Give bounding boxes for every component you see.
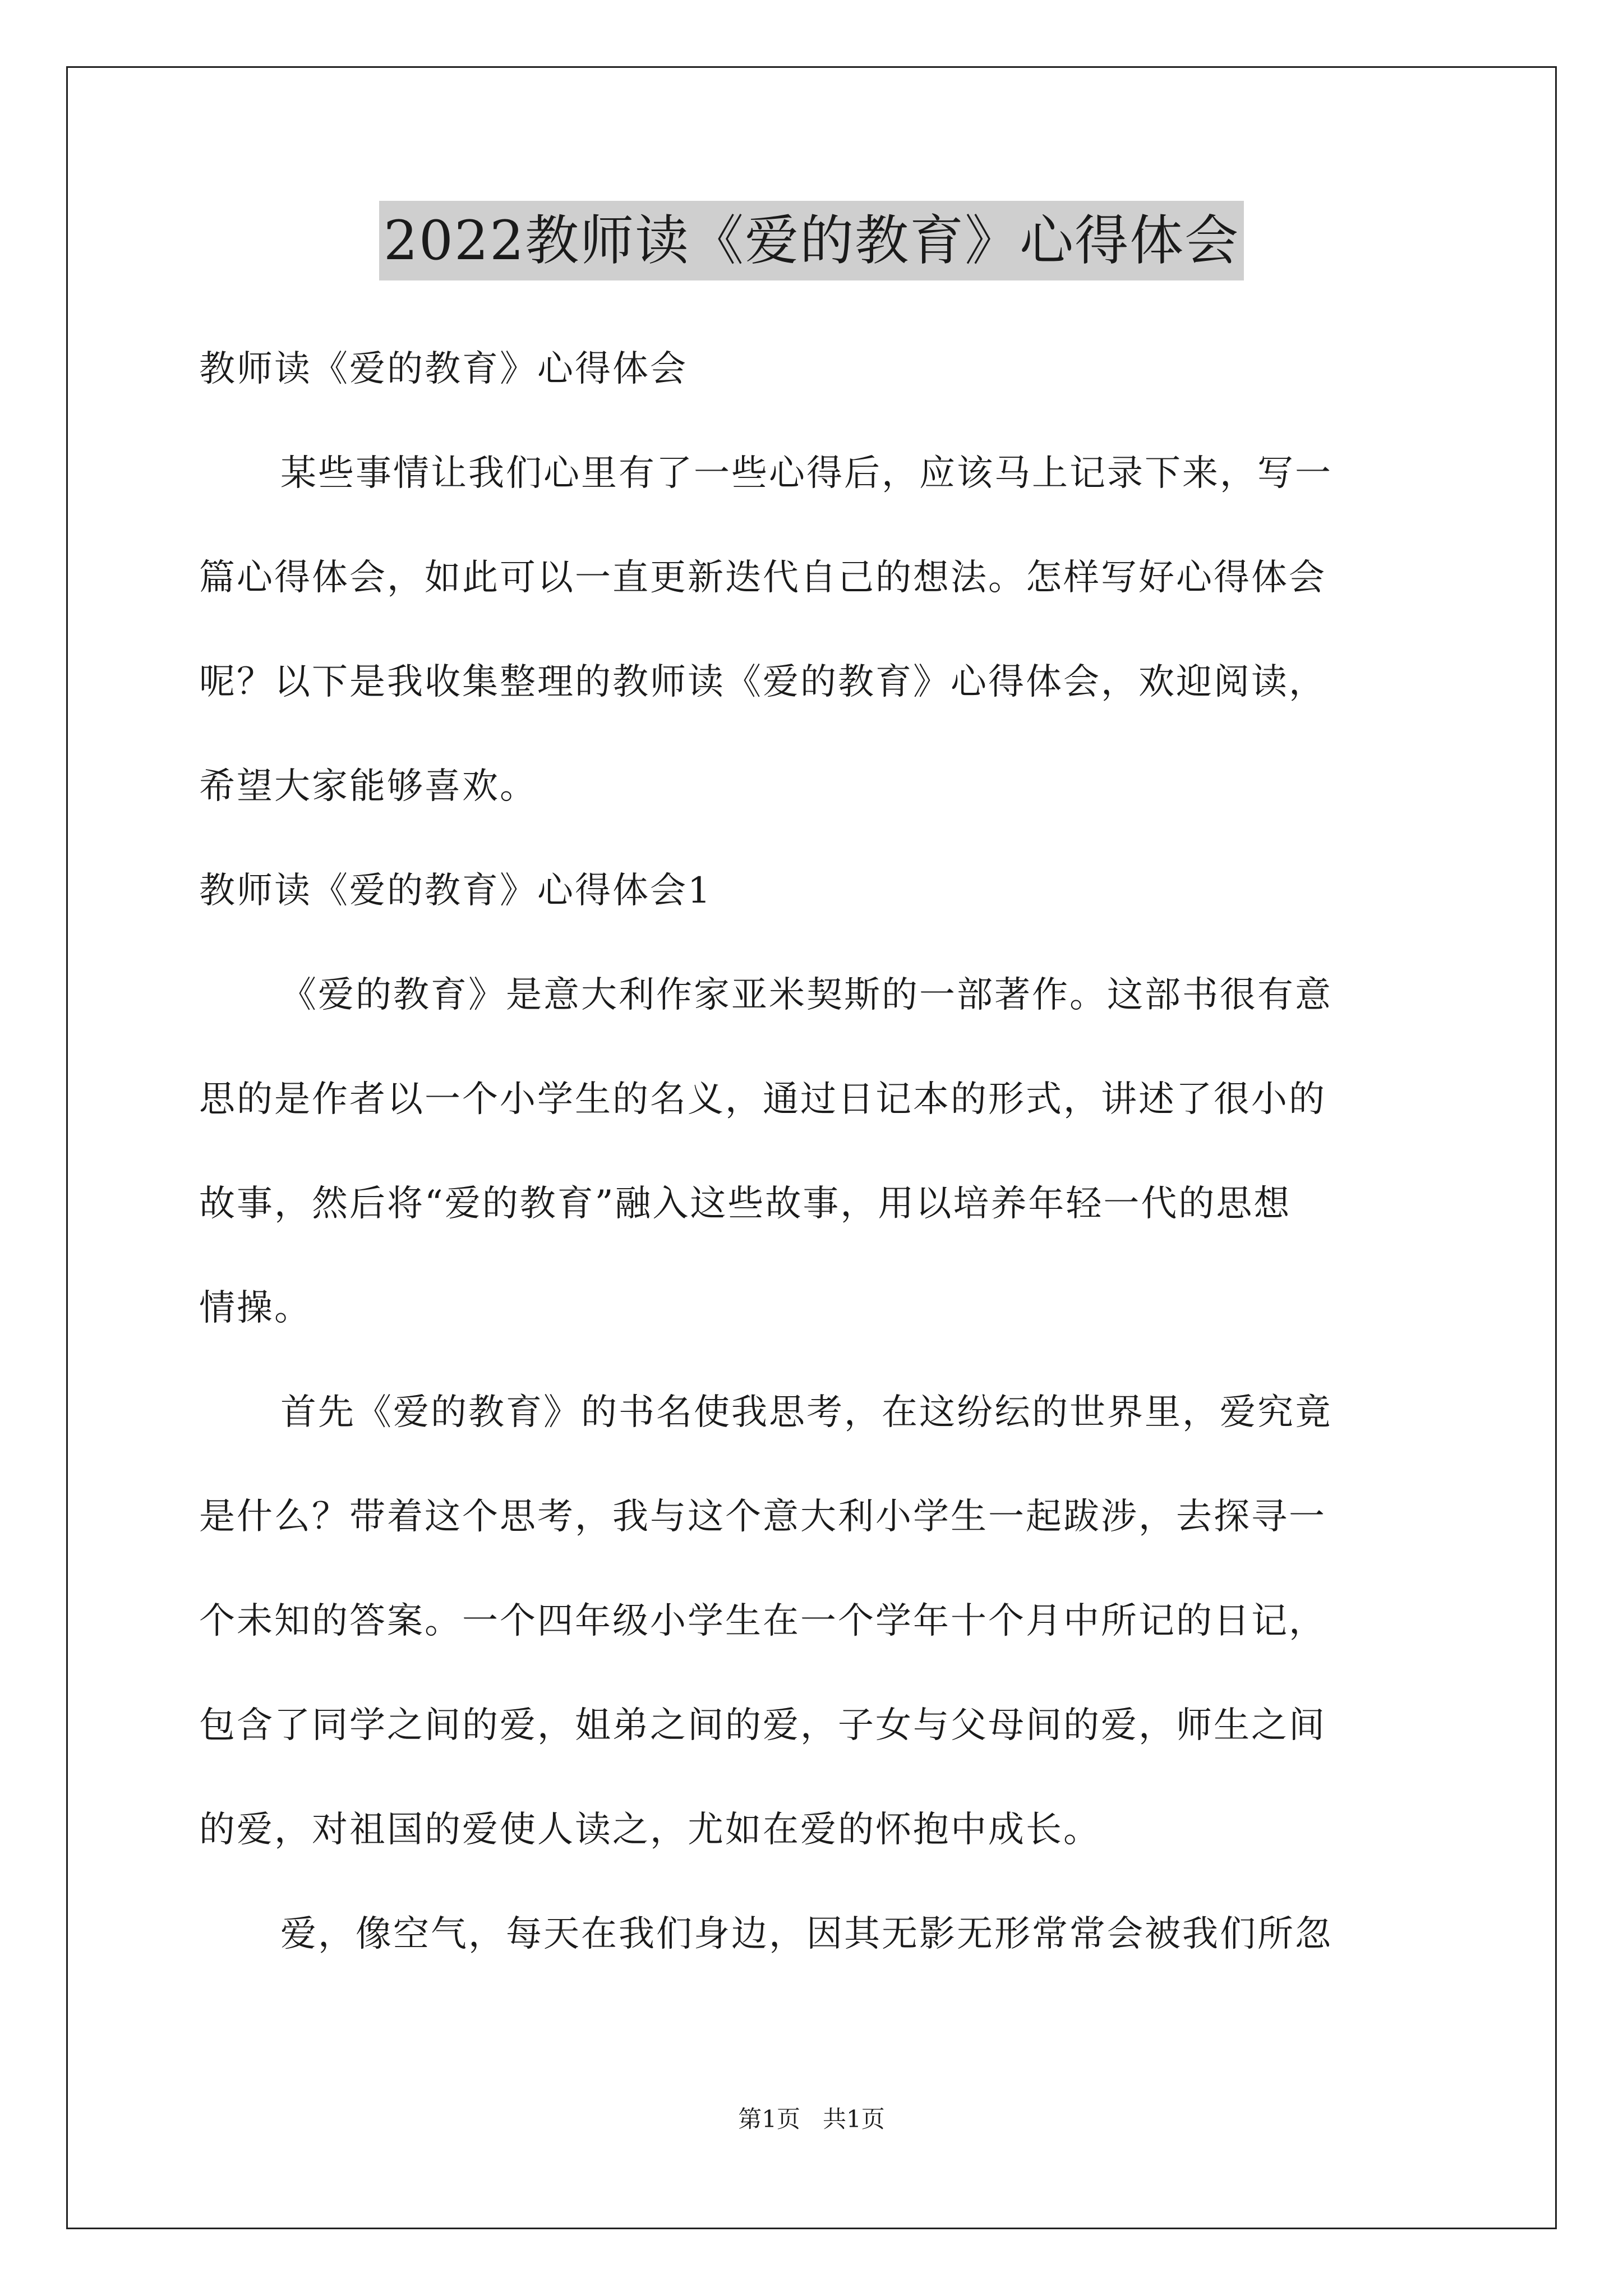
text-line: 某些事情让我们心里有了一些心得后，应该马上记录下来，写一	[280, 453, 1332, 494]
text-line: 篇心得体会，如此可以一直更新迭代自己的想法。怎样写好心得体会	[199, 557, 1326, 599]
page-footer: 第1页 共1页	[738, 2105, 885, 2133]
text-line: 首先《爱的教育》的书名使我思考，在这纷纭的世界里，爱究竟	[280, 1392, 1332, 1433]
title-container	[0, 201, 1623, 280]
text-line: 是什么？带着这个思考，我与这个意大利小学生一起跋涉，去探寻一	[199, 1496, 1326, 1538]
text-line: 故事，然后将“爱的教育”融入这些故事，用以培养年轻一代的思想	[199, 1183, 1292, 1225]
text-line: 希望大家能够喜欢。	[199, 766, 537, 807]
text-line: 教师读《爱的教育》心得体会	[199, 348, 688, 390]
text-line: 情操。	[199, 1287, 312, 1329]
text-line: 教师读《爱的教育》心得体会1	[199, 870, 712, 912]
document-body	[199, 348, 1427, 2017]
document-title: 2022教师读《爱的教育》心得体会	[379, 201, 1244, 280]
text-line: 《爱的教育》是意大利作家亚米契斯的一部著作。这部书很有意	[280, 974, 1332, 1016]
text-line: 的爱，对祖国的爱使人读之，尤如在爱的怀抱中成长。	[199, 1809, 1101, 1851]
text-line: 包含了同学之间的爱，姐弟之间的爱，子女与父母间的爱，师生之间	[199, 1705, 1326, 1746]
text-line: 呢？以下是我收集整理的教师读《爱的教育》心得体会，欢迎阅读，	[199, 661, 1326, 703]
text-line: 爱，像空气，每天在我们身边，因其无影无形常常会被我们所忽	[280, 1913, 1332, 1955]
text-line: 思的是作者以一个小学生的名义，通过日记本的形式，讲述了很小的	[199, 1079, 1326, 1120]
text-line: 个未知的答案。一个四年级小学生在一个学年十个月中所记的日记，	[199, 1600, 1326, 1642]
